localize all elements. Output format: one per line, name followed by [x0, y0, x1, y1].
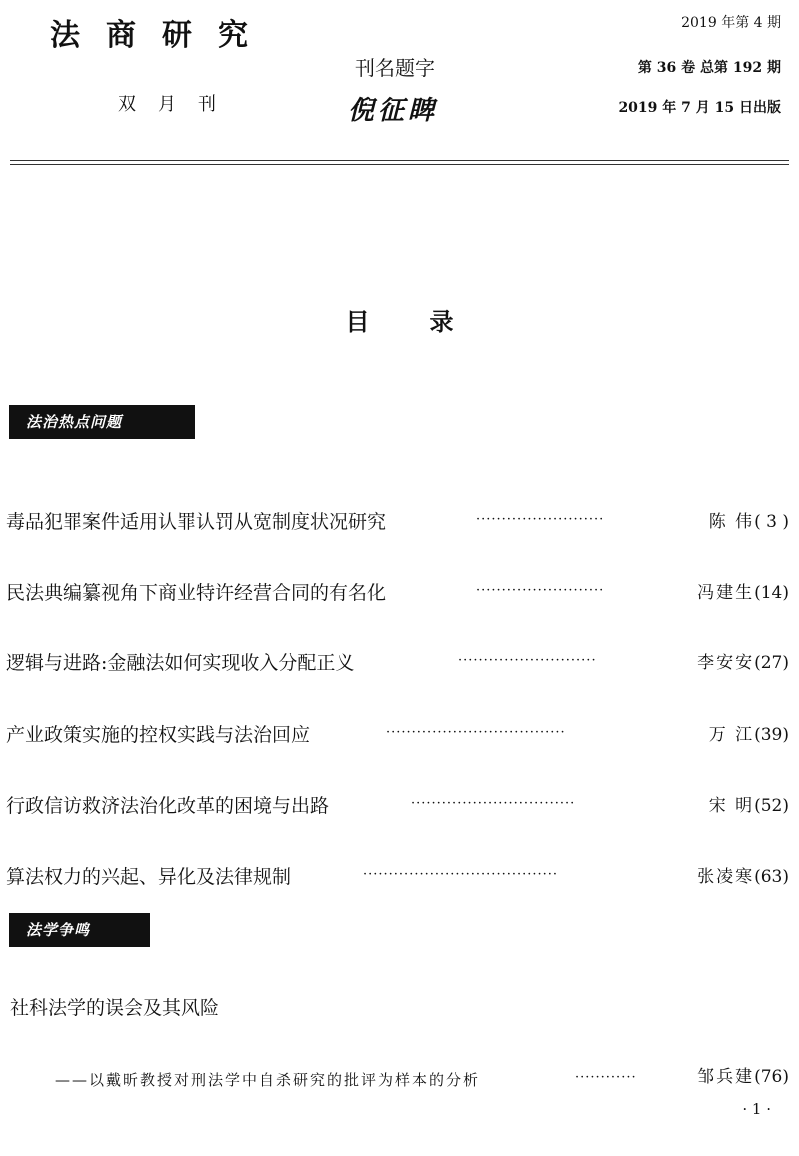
article-title[interactable]: 社科法学的误会及其风险: [10, 997, 220, 1019]
calligrapher-signature: 倪征睥: [348, 96, 439, 126]
toc-entry[interactable]: [6, 507, 789, 537]
calligraphy-label: 刊名题字: [355, 56, 435, 80]
article-title[interactable]: 算法权力的兴起、异化及法律规制: [6, 866, 292, 888]
leader-dots: ······································: [363, 867, 559, 882]
leader-dots: ·························: [476, 583, 605, 598]
publication-frequency: 双月刊: [118, 94, 238, 115]
leader-dots: ·························: [476, 512, 605, 527]
toc-entry[interactable]: [6, 862, 789, 892]
article-title[interactable]: 行政信访救济法治化改革的困境与出路: [6, 795, 330, 817]
article-author: 冯建生(14): [697, 583, 789, 603]
section-banner: 法学争鸣: [9, 913, 150, 947]
article-title[interactable]: 毒品犯罪案件适用认罪认罚从宽制度状况研究: [6, 511, 387, 533]
article-title[interactable]: 产业政策实施的控权实践与法治回应: [6, 724, 311, 746]
leader-dots: ···························: [458, 653, 597, 668]
section-banner: 法治热点问题: [9, 405, 195, 439]
volume-info: 第 36 卷 总第 192 期: [637, 60, 781, 76]
toc-title: 目录: [345, 308, 514, 336]
toc-entry[interactable]: [6, 648, 789, 678]
issue-number: 2019 年第 4 期: [681, 15, 781, 31]
page-number: · 1 ·: [742, 1100, 771, 1118]
article-title[interactable]: 逻辑与进路:金融法如何实现收入分配正义: [6, 652, 355, 674]
article-author: 陈 伟( 3 ): [708, 512, 789, 532]
leader-dots: ············: [575, 1070, 637, 1085]
header-divider: [10, 160, 789, 161]
toc-entry[interactable]: [55, 1068, 789, 1092]
article-author: 李安安(27): [697, 653, 789, 673]
publication-date: 2019 年 7 月 15 日出版: [618, 100, 781, 116]
leader-dots: ···································: [386, 725, 566, 740]
journal-title: 法商研究: [50, 18, 274, 53]
toc-entry[interactable]: [6, 720, 789, 750]
toc-entry[interactable]: [6, 578, 789, 608]
article-author: 宋 明(52): [708, 796, 789, 816]
article-author: 邹兵建(76): [697, 1067, 789, 1087]
header-divider: [10, 164, 789, 165]
leader-dots: ································: [411, 796, 576, 811]
article-title[interactable]: 民法典编纂视角下商业特许经营合同的有名化: [6, 582, 387, 604]
toc-entry[interactable]: [6, 791, 789, 821]
article-author: 万 江(39): [708, 725, 789, 745]
article-subtitle: ——以戴昕教授对刑法学中自杀研究的批评为样本的分析: [55, 1071, 481, 1089]
article-author: 张凌寒(63): [697, 867, 789, 887]
